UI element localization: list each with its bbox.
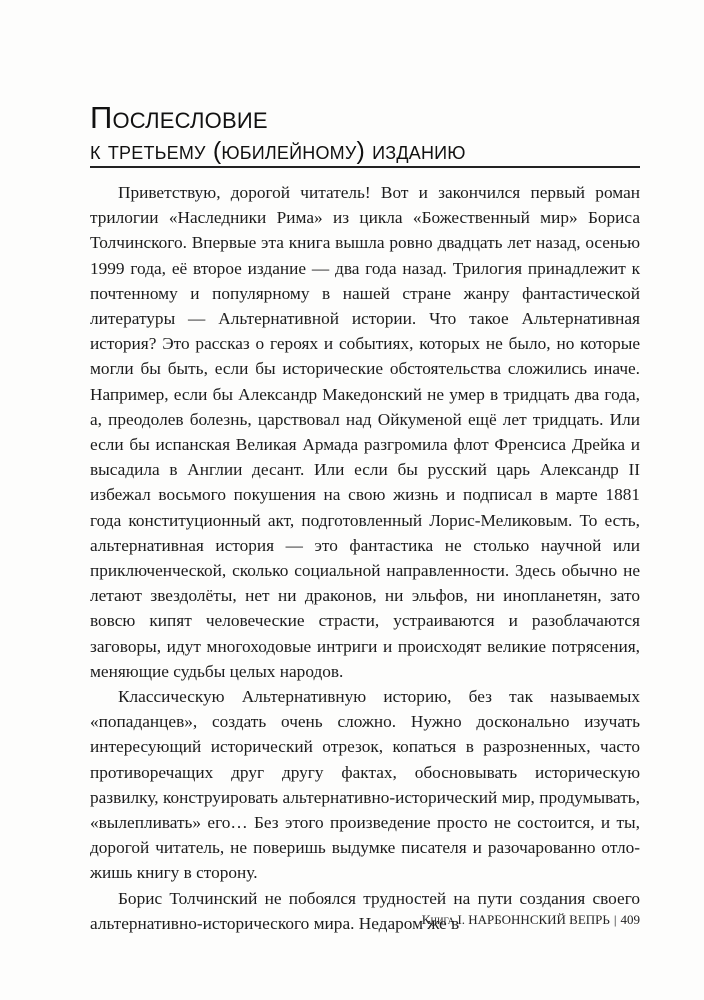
paragraph-3: Борис Толчинский не побоялся трудностей на пути создания своего альтернативно-исторического мира. Недаром же в: [90, 888, 640, 933]
chapter-heading: [90, 100, 640, 166]
footer-book-title: Книга I. НАРБОННСКИЙ ВЕПРЬ: [421, 912, 610, 927]
running-footer: [422, 912, 640, 928]
heading-underline-rule: [90, 166, 640, 168]
body-text: [90, 180, 640, 936]
heading-title: Послесловие: [90, 100, 268, 135]
paragraph-2: Классическую Альтернативную историю, без так называемых «попаданцев», создать очень сложно. Нужно досконально изучать интересующий исторический отрезок, копаться в разрозненных, часто противоречащих друг другу фактах, обосновывать историческую развилку, конструировать альтернативно-исторический мир, продумывать, «вылепливать» его… Без этого произведение просто не состоится, и ты, дорогой читатель, не поверишь выдумке писателя и разочарованно отложишь книгу в сторону.: [90, 687, 640, 883]
heading-subtitle: к третьему (юбилейному) изданию: [90, 137, 466, 165]
paragraph-1: Приветствую, дорогой читатель! Вот и закончился первый роман трилогии «Наследники Рима» из цикла «Божественный мир» Бориса Толчинского. Впервые эта книга вышла ровно двадцать лет назад, осенью 1999 года, её второе издание — два года назад. Трилогия принадлежит к почтенному и популярному в нашей стране жанру фантастической литературы — Альтернативной истории. Что такое Альтернативная история? Это рассказ о героях и событиях, которых не было, но которые могли бы быть, если бы исторические обстоятельства сложились иначе. Например, если бы Александр Македонский не умер в тридцать два года, а, преодолев болезнь, царствовал над Ойкуменой ещё лет тридцать. Или если бы испанская Великая Армада разгромила флот Френсиса Дрейка и высадила в Англии десант. Или если бы русский царь Александр II избежал восьмого покушения на свою жизнь и подписал в марте 1881 года конституционный акт, подготовленный Лорис-Меликовым. То есть, альтернативная история — это фантастика не столько научной или приключенческой, сколько социальной направленности. Здесь обычно не летают звездолёты, нет ни драконов, ни эльфов, ни инопланетян, зато вовсю кипят человеческие страсти, устраиваются и разоблачаются заговоры, идут многоходовые интриги и происходят великие потрясения, меняющие судьбы целых народов.: [90, 183, 640, 681]
page-number: 409: [620, 912, 640, 927]
footer-separator: |: [613, 912, 617, 927]
